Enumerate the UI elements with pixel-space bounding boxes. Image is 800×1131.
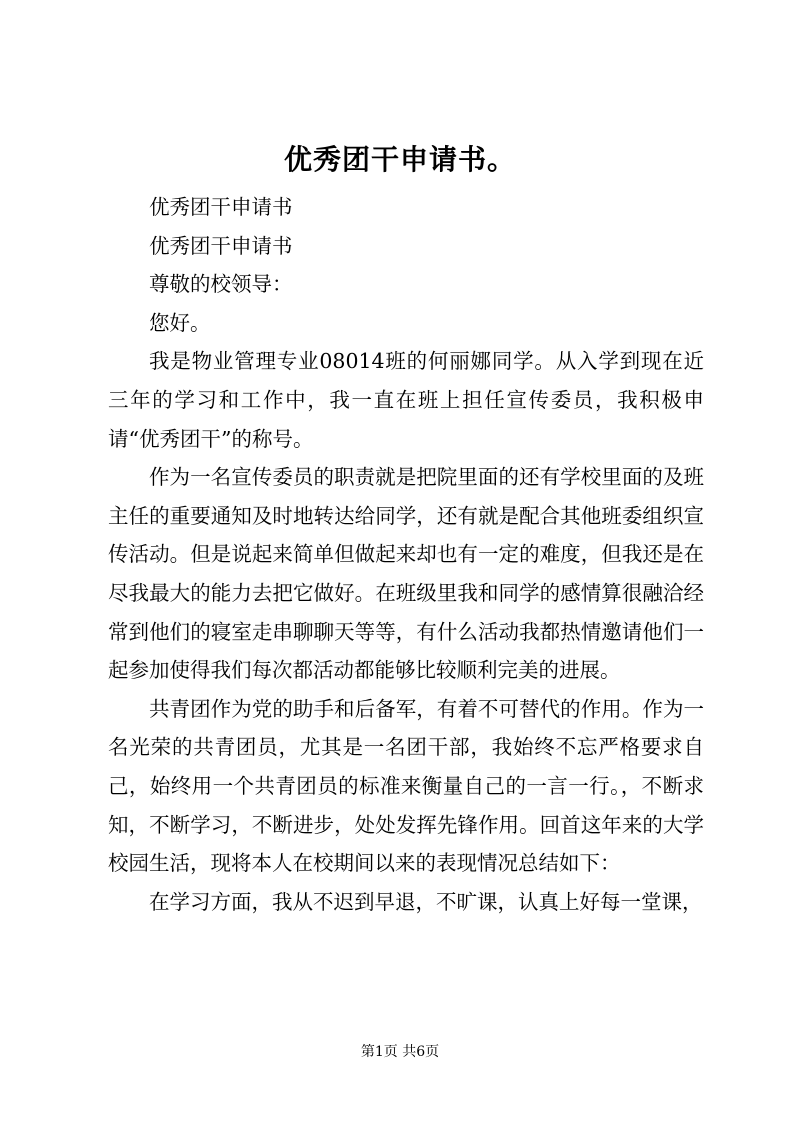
document-body <box>108 188 704 921</box>
paragraph-heading-1: 优秀团干申请书 <box>149 195 293 219</box>
paragraph-study: 在学习方面，我从不迟到早退，不旷课，认真上好每一堂课， <box>149 889 703 914</box>
salutation: 尊敬的校领导： <box>149 272 293 297</box>
document-title: 优秀团干申请书。 <box>283 143 516 176</box>
page-footer: 第1页 共6页 <box>360 1044 440 1060</box>
paragraph-intro: 我是物业管理专业08014班的何丽娜同学。从入学到现在近三年的学习和工作中，我一直在班上担任宣传委员，我积极申请“优秀团干”的称号。 <box>108 349 704 451</box>
paragraph-heading-2: 优秀团干申请书 <box>149 233 293 258</box>
paragraph-league-role: 共青团作为党的助手和后备军，有着不可替代的作用。作为一名光荣的共青团员，尤其是一名团干部，我始终不忘严格要求自己，始终用一个共青团员的标准来衡量自己的一言一行。，不断求知，不断学习，不断进步，处处发挥先锋作用。回首这年来的大学校园生活，现将本人在校期间以来的表现情况总结如下： <box>108 696 704 876</box>
greeting: 您好。 <box>149 310 211 335</box>
paragraph-duties: 作为一名宣传委员的职责就是把院里面的还有学校里面的及班主任的重要通知及时地转达给同学，还有就是配合其他班委组织宣传活动。但是说起来简单但做起来却也有一定的难度，但我还是在尽我最大的能力去把它做好。在班级里我和同学的感情算很融洽经常到他们的寝室走串聊聊天等等，有什么活动我都热情邀请他们一起参加使得我们每次都活动都能够比较顺利完美的进展。 <box>108 465 704 683</box>
